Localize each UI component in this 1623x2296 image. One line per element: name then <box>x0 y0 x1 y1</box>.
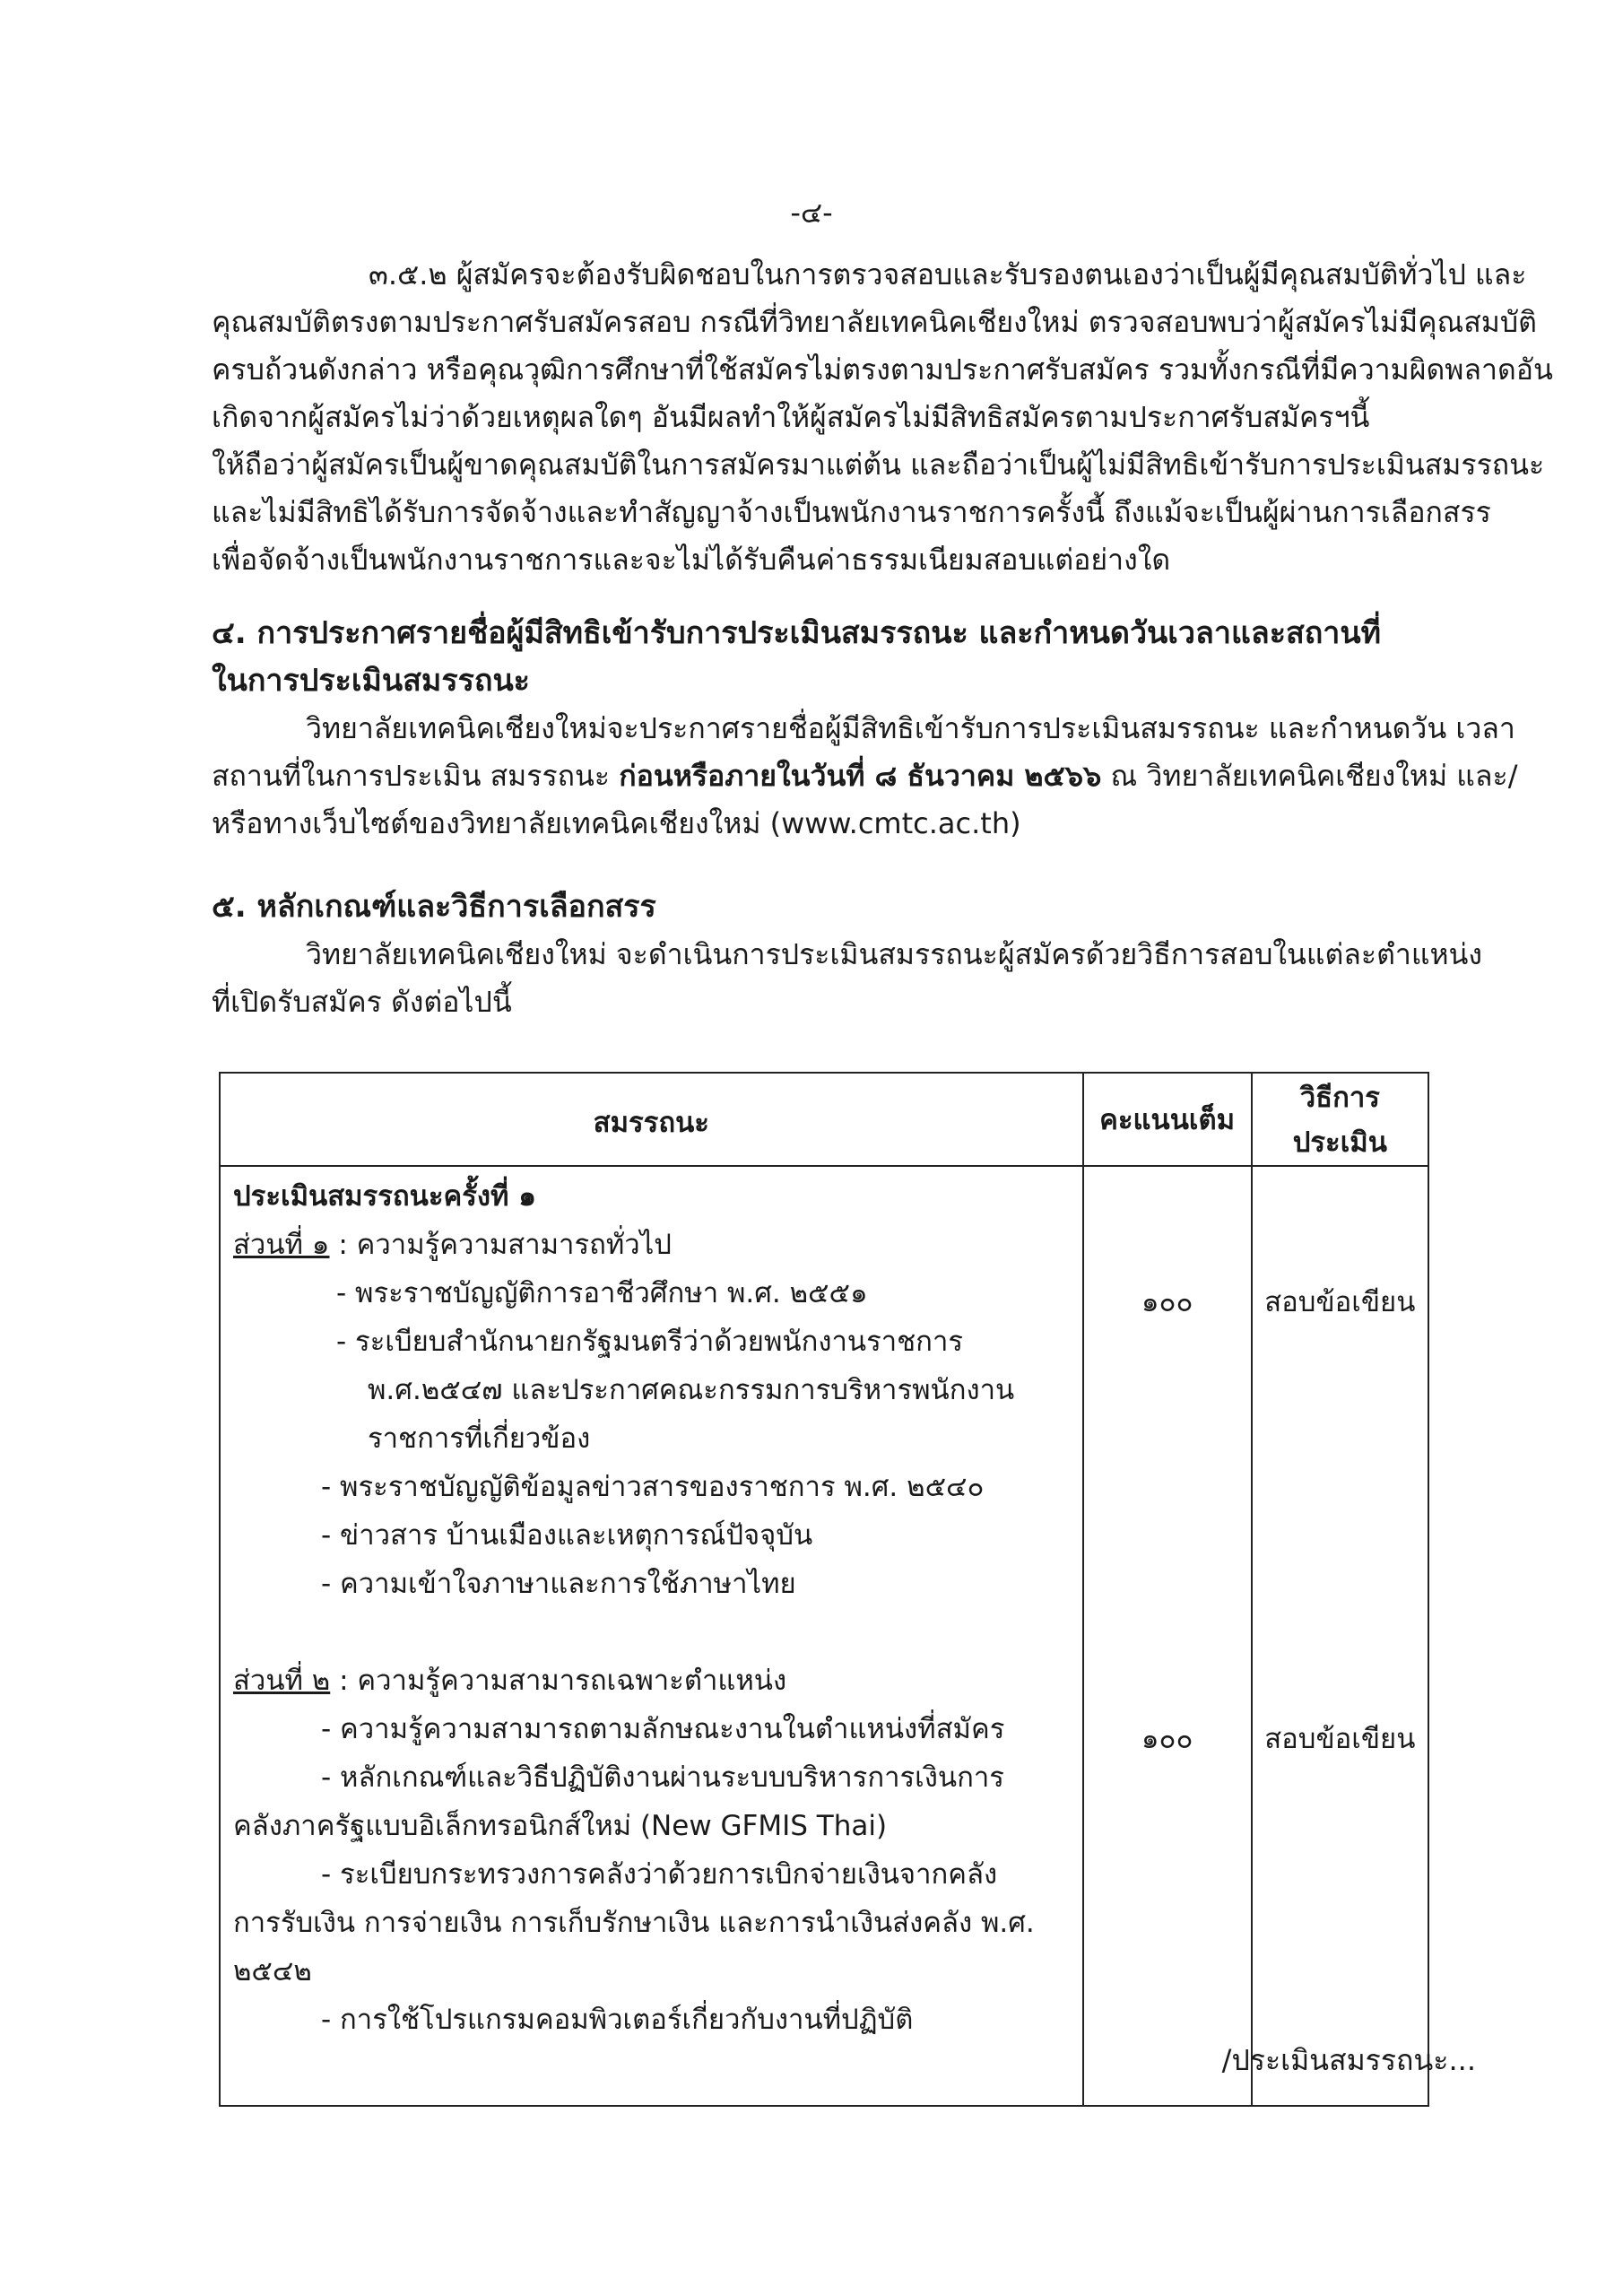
deadline-date: ก่อนหรือภายในวันที่ ๘ ธันวาคม ๒๕๖๖ <box>619 759 1102 793</box>
paragraph-line: ให้ถือว่าผู้สมัครเป็นผู้ขาดคุณสมบัติในการสมัครมาแต่ต้น และถือว่าเป็นผู้ไม่มีสิทธิเข้ารับการประเมินสมรรถนะ <box>212 448 1545 482</box>
list-item: ราชการที่เกี่ยวข้อง <box>368 1422 591 1455</box>
score-cell <box>1083 1166 1252 2106</box>
paragraph-line: ครบถ้วนดังกล่าว หรือคุณวุฒิการศึกษาที่ใช้สมัครไม่ตรงตามประกาศรับสมัคร รวมทั้งกรณีที่มีความผิดพลาดอัน <box>212 352 1553 387</box>
part-2-title <box>233 1657 1070 1705</box>
section-4-body-line <box>212 752 1518 800</box>
competency-cell <box>220 1166 1083 2106</box>
section-5 <box>212 883 1483 1026</box>
list-item: - ระเบียบกระทรวงการคลังว่าด้วยการเบิกจ่ายเงินจากคลัง <box>321 1858 998 1891</box>
list-item: - พระราชบัญญัติข้อมูลข่าวสารของราชการ พ.ศ. ๒๕๔๐ <box>321 1471 985 1503</box>
part-1-title-text: : ความรู้ความสามารถทั่วไป <box>329 1229 672 1261</box>
list-item: การรับเงิน การจ่ายเงิน การเก็บรักษาเงิน และการนำเงินส่งคลัง พ.ศ. <box>233 1907 1035 1939</box>
part-2-label: ส่วนที่ ๒ <box>233 1665 331 1697</box>
header-full-score: คะแนนเต็ม <box>1083 1073 1252 1166</box>
part-1-score: ๑๐๐ <box>1141 1286 1193 1318</box>
section-5-body-line: ที่เปิดรับสมัคร ดังต่อไปนี้ <box>212 985 512 1019</box>
list-item: - การใช้โปรแกรมคอมพิวเตอร์เกี่ยวกับงานที่ปฏิบัติ <box>321 2004 914 2036</box>
list-item: - หลักเกณฑ์และวิธีปฏิบัติงานผ่านระบบบริหารการเงินการ <box>321 1761 1004 1794</box>
table-header-row <box>220 1073 1428 1166</box>
table-row <box>220 1166 1428 2106</box>
list-item: - ความเข้าใจภาษาและการใช้ภาษาไทย <box>321 1568 796 1600</box>
spacer <box>233 1608 1070 1657</box>
part-1-method: สอบข้อเขียน <box>1264 1286 1416 1318</box>
list-item: - ความรู้ความสามารถตามลักษณะงานในตำแหน่งที่สมัคร <box>321 1713 1005 1745</box>
paragraph-3-5-2 <box>212 251 1553 584</box>
section-4-body-text: ณ วิทยาลัยเทคนิคเชียงใหม่ และ/ <box>1101 759 1518 793</box>
list-item: - พระราชบัญญัติการอาชีวศึกษา พ.ศ. ๒๕๕๑ <box>336 1277 868 1309</box>
paragraph-line: และไม่มีสิทธิได้รับการจัดจ้างและทำสัญญาจ้างเป็นพนักงานราชการครั้งนี้ ถึงแม้จะเป็นผู้ผ่านการเลือกสรร <box>212 495 1491 529</box>
paragraph-line: คุณสมบัติตรงตามประกาศรับสมัครสอบ กรณีที่วิทยาลัยเทคนิคเชียงใหม่ ตรวจสอบพบว่าผู้สมัครไม่มีคุณสมบัติ <box>212 305 1537 339</box>
part-2-title-text: : ความรู้ความสามารถเฉพาะตำแหน่ง <box>330 1665 787 1697</box>
list-item: - ระเบียบสำนักนายกรัฐมนตรีว่าด้วยพนักงานราชการ <box>336 1326 964 1358</box>
method-cell <box>1252 1166 1428 2106</box>
list-item: คลังภาครัฐแบบอิเล็กทรอนิกส์ใหม่ (New GFMIS Thai) <box>233 1810 888 1842</box>
part-1-label: ส่วนที่ ๑ <box>233 1229 330 1261</box>
section-4 <box>212 610 1518 848</box>
page-number: -๔- <box>790 196 833 230</box>
section-4-heading: ๔. การประกาศรายชื่อผู้มีสิทธิเข้ารับการประเมินสมรรถนะ และกำหนดวันเวลาและสถานที่ <box>212 615 1382 651</box>
list-item: พ.ศ.๒๕๔๗ และประกาศคณะกรรมการบริหารพนักงาน <box>368 1374 1015 1406</box>
section-4-body-text: สถานที่ในการประเมิน สมรรถนะ <box>212 759 620 793</box>
header-competency: สมรรถนะ <box>220 1073 1083 1166</box>
section-5-body-line: วิทยาลัยเทคนิคเชียงใหม่ จะดำเนินการประเมินสมรรถนะผู้สมัครด้วยวิธีการสอบในแต่ละตำแหน่ง <box>306 937 1483 971</box>
list-item: - ข่าวสาร บ้านเมืองและเหตุการณ์ปัจจุบัน <box>321 1519 813 1552</box>
paragraph-line: ๓.๕.๒ ผู้สมัครจะต้องรับผิดชอบในการตรวจสอบและรับรองตนเองว่าเป็นผู้มีคุณสมบัติทั่วไป และ <box>369 257 1527 291</box>
paragraph-line: เกิดจากผู้สมัครไม่ว่าด้วยเหตุผลใดๆ อันมีผลทำให้ผู้สมัครไม่มีสิทธิสมัครตามประกาศรับสมัครฯนี้ <box>212 400 1370 434</box>
part-1-title <box>233 1221 1070 1269</box>
round-title: ประเมินสมรรถนะครั้งที่ ๑ <box>233 1180 536 1213</box>
part-2-score: ๑๐๐ <box>1141 1723 1193 1755</box>
paragraph-line: เพื่อจัดจ้างเป็นพนักงานราชการและจะไม่ได้รับคืนค่าธรรมเนียมสอบแต่อย่างใด <box>212 543 1171 577</box>
competency-table <box>219 1072 1429 2107</box>
section-5-heading: ๕. หลักเกณฑ์และวิธีการเลือกสรร <box>212 889 656 925</box>
list-item: ๒๕๔๒ <box>233 1955 312 1987</box>
part-2-method: สอบข้อเขียน <box>1264 1723 1416 1755</box>
section-4-heading-cont: ในการประเมินสมรรถนะ <box>212 663 530 699</box>
section-4-body-line: วิทยาลัยเทคนิคเชียงใหม่จะประกาศรายชื่อผู้มีสิทธิเข้ารับการประเมินสมรรถนะ และกำหนดวัน เวลา <box>306 711 1515 745</box>
section-4-body-line: หรือทางเว็บไซต์ของวิทยาลัยเทคนิคเชียงใหม่ (www.cmtc.ac.th) <box>212 806 1021 840</box>
header-method: วิธีการประเมิน <box>1252 1073 1428 1166</box>
page-continuation: /ประเมินสมรรถนะ... <box>1221 2043 1476 2077</box>
